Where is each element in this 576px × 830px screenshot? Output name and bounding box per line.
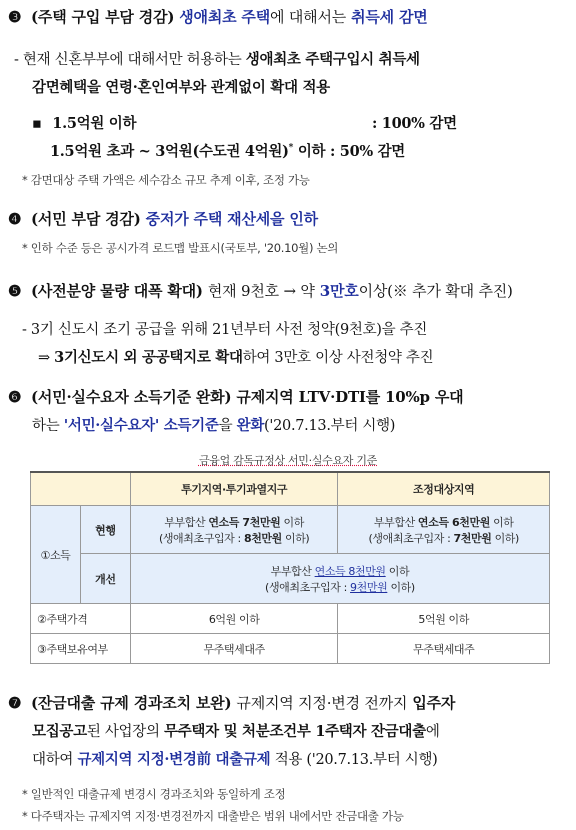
section-3-heading: ❸ (주택 구입 부담 경감) 생애최초 주택에 대해서는 취득세 감면 (8, 8, 428, 26)
section-4-heading: ❹ (서민 부담 경감) 중저가 주택 재산세을 인하 (8, 210, 318, 228)
section-4-note: * 인하 수준 등은 공시가격 로드맵 발표시(국토부, '20.10월) 논의 (22, 241, 339, 255)
price-speculation: 6억원 이하 (130, 604, 338, 634)
table-row (31, 554, 550, 604)
section-3-rate-2: 1.5억원 초과 ~ 3억원(수도권 4억원)* 이하 : 50% 감면 (50, 143, 406, 160)
section-3-line-1: - 현재 신혼부부에 대해서만 허용하는 생애최초 주택구입시 취득세 (14, 51, 420, 68)
section-3-rate-1-value: : 100% 감면 (372, 115, 457, 132)
section-7-line-2: 모집공고된 사업장의 무주택자 및 처분조건부 1주택자 잔금대출에 (32, 723, 440, 740)
table-col-speculation: 투기지역·투기과열지구 (130, 472, 338, 506)
section-3-rate-1: ▪ 1.5억원 이하 (32, 115, 137, 132)
current-speculation: 부부합산 연소득 7천만원 이하 (생애최초구입자 : 8천만원 이하) (130, 506, 338, 554)
table-row (31, 634, 550, 664)
section-7-line-3: 대하여 규제지역 지정·변경前 대출규제 적용 ('20.7.13.부터 시행) (32, 751, 438, 768)
table-caption: 금융업 감독규정상 서민·실수요자 기준 (198, 454, 377, 467)
table-row (31, 506, 550, 554)
row-price-label: ②주택가격 (31, 604, 131, 634)
section-3-number: ❸ (8, 8, 22, 26)
section-7-line-1: ❼ (잔금대출 규제 경과조치 보완) 규제지역 지정·변경 전까지 입주자 (8, 694, 456, 712)
section-3-line-2: 감면혜택을 연령·혼인여부와 관계없이 확대 적용 (32, 79, 330, 96)
table-row (31, 604, 550, 634)
section-5-line-1: - 3기 신도시 조기 공급을 위해 21년부터 사전 청약(9천호)을 추진 (22, 322, 428, 338)
current-adjustment: 부부합산 연소득 6천만원 이하 (생애최초구입자 : 7천만원 이하) (338, 506, 550, 554)
table-col-adjustment: 조정대상지역 (338, 472, 550, 506)
own-speculation: 무주택세대주 (130, 634, 338, 664)
table-header-row (31, 472, 550, 506)
price-adjustment: 5억원 이하 (338, 604, 550, 634)
section-6-line-2: 하는 '서민·실수요자' 소득기준을 완화('20.7.13.부터 시행) (32, 417, 396, 434)
section-3-note: * 감면대상 주택 가액은 세수감소 규모 추계 이후, 조정 가능 (22, 173, 310, 187)
section-6-heading: ❻ (서민·실수요자 소득기준 완화) 규제지역 LTV·DTI를 10%p 우대 (8, 388, 464, 406)
improve-label: 개선 (80, 554, 130, 604)
income-criteria-table (30, 471, 550, 664)
own-adjustment: 무주택세대주 (338, 634, 550, 664)
row-income-label: ①소득 (31, 506, 81, 604)
section-5-heading: ❺ (사전분양 물량 대폭 확대) 현재 9천호 → 약 3만호이상(※ 추가 확대 추진) (8, 282, 513, 300)
current-label: 현행 (80, 506, 130, 554)
section-7-note-1: * 일반적인 대출규제 변경시 경과조치와 동일하게 조정 (22, 787, 286, 801)
section-7-note-2: * 다주택자는 규제지역 지정·변경전까지 대출받은 범위 내에서만 잔금대출 가능 (22, 809, 404, 823)
row-own-label: ③주택보유여부 (31, 634, 131, 664)
section-5-line-2: ⇒ 3기신도시 외 공공택지로 확대하여 3만호 이상 사전청약 추진 (38, 349, 434, 366)
improve-value: 부부합산 연소득 8천만원 이하 (생애최초구입자 : 9천만원 이하) (130, 554, 549, 604)
